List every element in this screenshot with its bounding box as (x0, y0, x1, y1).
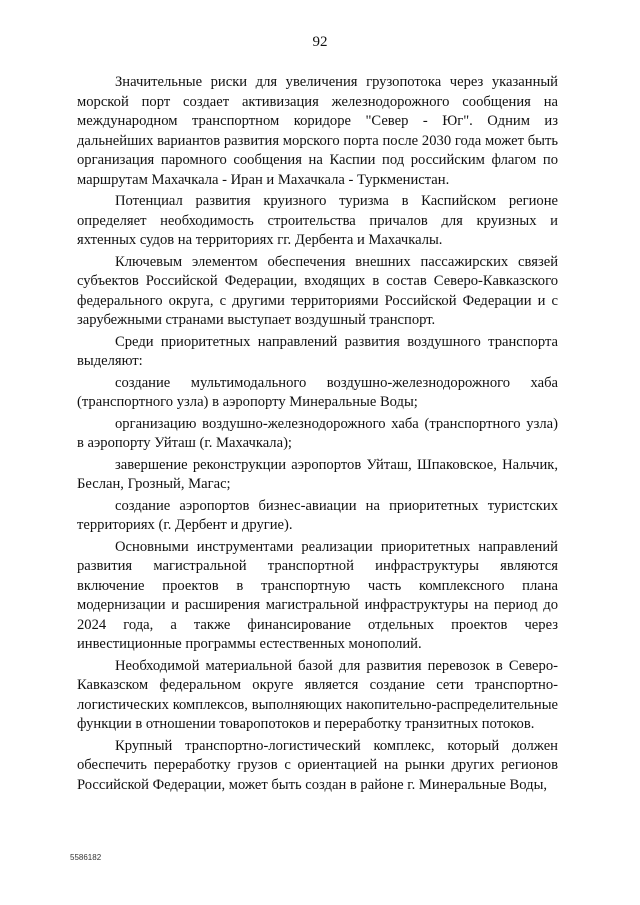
paragraph: Необходимой материальной базой для развития перевозок в Северо-Кавказском федеральном округе является создание сети транспортно-логистических комплексов, выполняющих накопительно-распределительные функции в отношении товаропотоков и переработку транзитных потоков. (77, 657, 558, 732)
document-body (77, 73, 558, 797)
list-item: организацию воздушно-железнодорожного хаба (транспортного узла) в аэропорту Уйташ (г. Махачкала); (77, 415, 558, 451)
paragraph: Крупный транспортно-логистический комплекс, который должен обеспечить переработку грузов с ориентацией на рынки других регионов Российской Федерации, может быть создан в районе г. Минеральные Воды, (77, 737, 558, 793)
document-id: 5586182 (70, 853, 102, 862)
paragraph: Среди приоритетных направлений развития воздушного транспорта выделяют: (77, 333, 558, 369)
list-item: создание аэропортов бизнес-авиации на приоритетных туристских территориях (г. Дербент и другие). (77, 497, 558, 533)
paragraph: Ключевым элементом обеспечения внешних пассажирских связей субъектов Российской Федерации, входящих в состав Северо-Кавказского федерального округа, с другими территориями Российской Федерации и с зарубежными странами выступает воздушный транспорт. (77, 253, 558, 328)
list-item: создание мультимодального воздушно-железнодорожного хаба (транспортного узла) в аэропорту Минеральные Воды; (77, 374, 558, 410)
paragraph: Потенциал развития круизного туризма в Каспийском регионе определяет необходимость строительства причалов для круизных и яхтенных судов на территориях гг. Дербента и Махачкалы. (77, 193, 558, 248)
page-number: 92 (312, 34, 328, 50)
paragraph: Значительные риски для увеличения грузопотока через указанный морской порт создает активизация железнодорожного сообщения на международном транспортном коридоре "Север - Юг". Одним из дальнейших вариантов развития морского порта после 2030 года может быть организация паромного сообщения на Каспии под российским флагом по маршрутам Махачкала - Иран и Махачкала - Туркменистан. (77, 74, 558, 188)
list-item: завершение реконструкции аэропортов Уйташ, Шпаковское, Нальчик, Беслан, Грозный, Магас; (77, 456, 558, 492)
paragraph: Основными инструментами реализации приоритетных направлений развития магистральной транспортной инфраструктуры являются включение проектов в транспортную часть комплексного плана модернизации и расширения магистральной инфраструктуры на период до 2024 года, а также финансирование отдельных проектов через инвестиционные программы естественных монополий. (77, 538, 558, 652)
